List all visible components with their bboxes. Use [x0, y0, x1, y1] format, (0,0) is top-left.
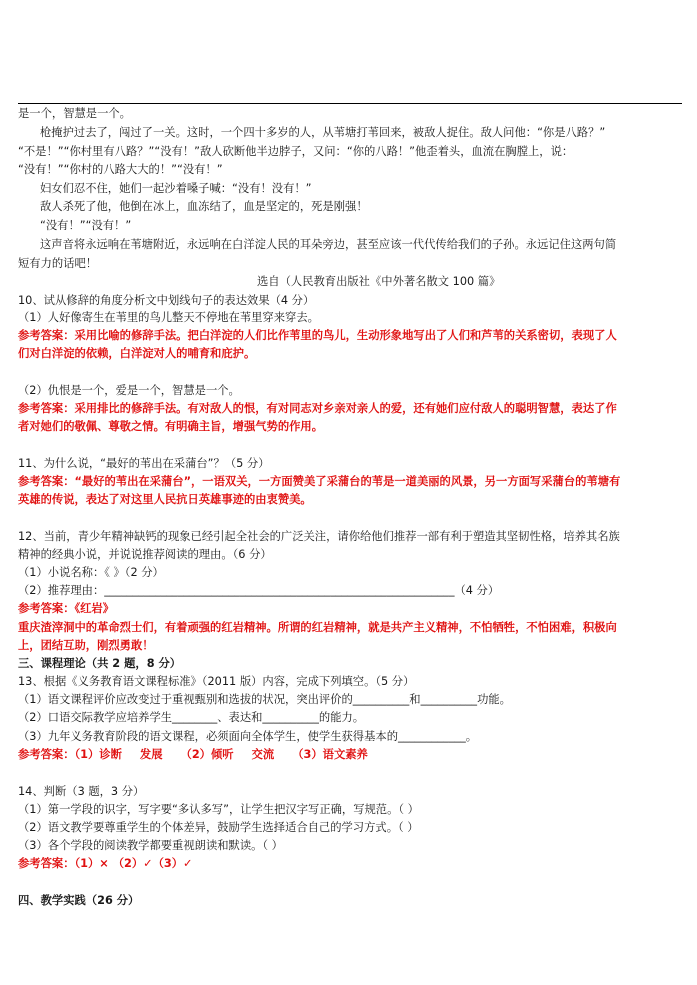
- answer-part: （3）语文素养: [292, 748, 368, 761]
- q12-answer: 上，团结互助，刚烈勇敢！: [18, 639, 154, 652]
- passage-line: 短有力的话吧！: [18, 257, 98, 270]
- q14-answer: 参考答案：（1）× （2）✓（3）✓: [18, 857, 193, 870]
- q14-question: 14、判断（3 题，3 分）: [18, 785, 145, 798]
- answer-part: 发展: [139, 748, 163, 761]
- answer-part: （2）倾听: [180, 748, 234, 761]
- passage-line: 这声音将永远响在苇塘附近，永远响在白洋淀人民的耳朵旁边，甚至应该一代代传给我们的子孙。永远记住这两句简: [40, 238, 617, 251]
- answer-label: 参考答案：: [18, 748, 75, 761]
- q10-answer-1: 们对白洋淀的依赖，白洋淀对人的哺育和庇护。: [18, 347, 256, 360]
- q13-item-1: （1）语文课程评价应改变过于重视甄别和选拔的状况，突出评价的__________和__________功能。: [18, 693, 511, 706]
- q13-item-2: （2）口语交际教学应培养学生________、表达和__________的能力。: [18, 711, 365, 724]
- passage-line: 妇女们忍不住，她们一起沙着嗓子喊：“没有！没有！”: [40, 182, 312, 195]
- q12-answer: 参考答案：《红岩》: [18, 602, 115, 615]
- q10-answer-1: 参考答案：采用比喻的修辞手法。把白洋淀的人们比作苇里的鸟儿，生动形象地写出了人们和芦苇的关系密切，表现了人: [18, 329, 617, 342]
- q10-item-1: （1）人好像寄生在苇里的鸟儿整天不停地在苇里穿来穿去。: [18, 311, 319, 324]
- section-4-heading: 四、教学实践（26 分）: [18, 894, 140, 907]
- passage-line: 枪掩护过去了，闯过了一关。这时，一个四十多岁的人，从苇塘打苇回来，被敌人捉住。敌人问他：“你是八路？”: [40, 126, 606, 139]
- q14-item-3: （3）各个学段的阅读教学都要重视朗读和默读。（ ）: [18, 839, 283, 852]
- passage-line: “没有！”“没有！”: [40, 219, 132, 232]
- passage-line: 是一个，智慧是一个。: [18, 107, 131, 120]
- passage-line: 敌人杀死了他，他倒在冰上，血冻结了，血是坚定的，死是刚强！: [40, 200, 368, 213]
- q11-question: 11、为什么说，“最好的苇出在采蒲台”？（5 分）: [18, 457, 270, 470]
- q14-item-2: （2）语文教学要尊重学生的个体差异，鼓励学生选择适合自己的学习方式。（ ）: [18, 821, 419, 834]
- q11-answer: 英雄的传说，表达了对这里人民抗日英雄事迹的由衷赞美。: [18, 493, 312, 506]
- header-rule: [18, 103, 682, 104]
- q13-item-3: （3）九年义务教育阶段的语文课程，必须面向全体学生，使学生获得基本的____________。: [18, 730, 478, 743]
- q12-question: 12、当前，青少年精神缺钙的现象已经引起全社会的广泛关注，请你给他们推荐一部有利于塑造其坚韧性格，培养其名族: [18, 530, 620, 543]
- section-3-heading: 三、课程理论（共 2 题，8 分）: [18, 657, 182, 670]
- q10-answer-2: 参考答案：采用排比的修辞手法。有对敌人的恨，有对同志对乡亲对亲人的爱，还有她们应付敌人的聪明智慧，表达了作: [18, 402, 617, 415]
- q14-item-1: （1）第一学段的识字，写字要“多认多写”，让学生把汉字写正确，写规范。（ ）: [18, 803, 419, 816]
- q12-item-1: （1）小说名称：《 》（2 分）: [18, 566, 164, 579]
- q12-question: 精神的经典小说，并说说推荐阅读的理由。（6 分）: [18, 548, 272, 561]
- q10-item-2: （2）仇恨是一个，爱是一个，智慧是一个。: [18, 384, 240, 397]
- answer-part: 交流: [251, 748, 275, 761]
- q13-question: 13、根据《义务教育语文课程标准》（2011 版）内容，完成下列填空。（5 分）: [18, 675, 415, 688]
- q13-answer: [18, 747, 368, 762]
- answer-part: （1）诊断: [74, 748, 122, 761]
- passage-line: “没有！”“你村的八路大大的！”“没有！”: [18, 163, 223, 176]
- passage-line: “不是！”“你村里有八路？”“没有！”敌人砍断他半边脖子，又问：“你的八路！”他歪着头，血流在胸膛上，说：: [18, 145, 574, 158]
- q10-answer-2: 者对她们的敬佩、尊敬之情。有明确主旨，增强气势的作用。: [18, 420, 324, 433]
- passage-source: 选自（人民教育出版社《中外著名散文 100 篇》: [257, 275, 501, 288]
- q10-question: 10、试从修辞的角度分析文中划线句子的表达效果（4 分）: [18, 294, 315, 307]
- q11-answer: 参考答案：“最好的苇出在采蒲台”，一语双关，一方面赞美了采蒲台的苇是一道美丽的风景，另一方面写采蒲台的苇塘有: [18, 475, 621, 488]
- q12-answer: 重庆渣滓洞中的革命烈士们，有着顽强的红岩精神。所谓的红岩精神，就是共产主义精神，不怕牺牲，不怕困难，积极向: [18, 621, 617, 634]
- q12-item-2: （2）推荐理由：______________________________________________________________（4 分）: [18, 584, 500, 597]
